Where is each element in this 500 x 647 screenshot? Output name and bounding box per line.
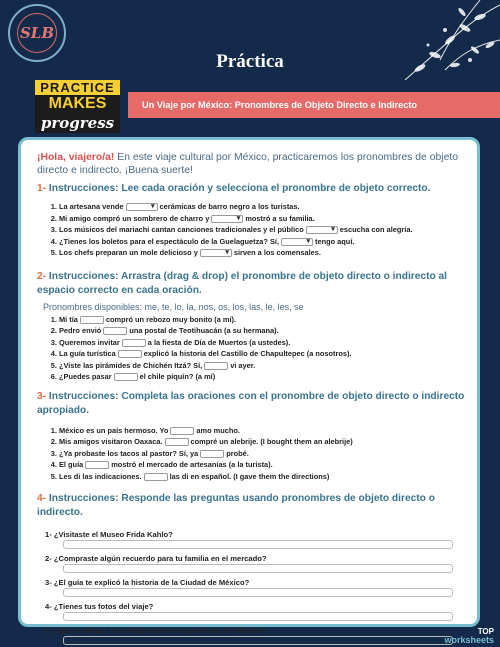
question-2: 2- ¿Compraste algún recuerdo para tu familia en el mercado?: [45, 554, 267, 563]
intro-greeting: ¡Hola, viajero/a!: [37, 152, 115, 163]
drop-target[interactable]: [204, 362, 228, 370]
badge-line-3: progress: [35, 113, 120, 133]
section-3-list: [37, 425, 465, 483]
logo-letters: SLB: [17, 13, 57, 53]
section-2-list: [37, 314, 465, 383]
section-4-number: 4-: [37, 493, 47, 504]
question-1: 1- ¿Visitaste el Museo Frida Kahlo?: [45, 530, 173, 539]
available-pronouns: Pronombres disponibles: me, te, lo, la, nos, os, los, las, le, les, se: [43, 301, 304, 312]
footer-worksheets: worksheets: [444, 635, 494, 645]
text-input-blank[interactable]: [200, 450, 224, 458]
text-input-blank[interactable]: [85, 461, 109, 469]
drop-target[interactable]: [122, 339, 146, 347]
list-item: 3. ¿Ya probaste los tacos al pastor? Sí, ya probé.: [59, 448, 465, 460]
list-item: 1. La artesana vende▾ cerámicas de barro negro a los turistas.: [59, 201, 465, 213]
list-item: 4. El guía mostró el mercado de artesanías (a la turista).: [59, 459, 465, 471]
list-item: 2. Mis amigos visitaron Oaxaca. compré un alebrije. (I bought them an alebrije): [59, 436, 465, 448]
practice-makes-progress-badge: [35, 80, 120, 130]
intro-text: [37, 151, 465, 177]
drop-target[interactable]: [80, 316, 104, 324]
section-2-number: 2-: [37, 270, 47, 282]
intro-body: En este viaje cultural por México, practicaremos los pronombres de objeto directo e indirecto. ¡Buena suerte!: [37, 152, 459, 176]
section-3-title: Instrucciones: Completa las oraciones con el pronombre de objeto directo o indirecto apropiado.: [37, 390, 465, 416]
section-4-heading: [37, 492, 465, 520]
section-1-heading: [37, 182, 465, 196]
answer-input-1[interactable]: [63, 540, 453, 549]
section-2-heading: [37, 270, 465, 298]
page-title: Práctica: [216, 51, 284, 72]
subtitle-banner: Un Viaje por México: Pronombres de Objeto Directo e Indirecto: [128, 92, 500, 118]
list-item: 1. Mi tía compró un rebozo muy bonito (a mí).: [59, 314, 465, 326]
drop-target[interactable]: [114, 373, 138, 381]
question-3: 3- ¿El guía te explicó la historia de la Ciudad de México?: [45, 578, 250, 587]
pronoun-dropdown[interactable]: [211, 215, 243, 223]
section-3-heading: [37, 390, 465, 418]
list-item: 1. México es un país hermoso. Yo amo mucho.: [59, 425, 465, 437]
list-item: 5. Les di las indicaciones. las di en español. (I gave them the directions): [59, 471, 465, 483]
list-item: 6. ¿Puedes pasar el chile piquín? (a mí): [59, 371, 465, 383]
list-item: 3. Los músicos del mariachi cantan canciones tradicionales y el público▾ escucha con alegría.: [59, 224, 465, 236]
badge-line-1: PRACTICE: [35, 80, 120, 95]
section-1-list: [37, 201, 465, 259]
section-1-title: Instrucciones: Lee cada oración y selecciona el pronombre de objeto correcto.: [46, 183, 431, 194]
answer-input-2[interactable]: [63, 564, 453, 573]
text-input-blank[interactable]: [165, 438, 189, 446]
pronoun-dropdown[interactable]: [306, 226, 338, 234]
list-item: 5. Los chefs preparan un mole delicioso y▾ sirven a los comensales.: [59, 247, 465, 259]
pronoun-dropdown[interactable]: [281, 238, 313, 246]
list-item: 3. Queremos invitar a la fiesta de Día de Muertos (a ustedes).: [59, 337, 465, 349]
pronoun-dropdown[interactable]: [200, 249, 232, 257]
badge-line-2: MAKES: [35, 95, 120, 113]
section-2-title: Instrucciones: Arrastra (drag & drop) el pronombre de objeto directo o indirecto al espacio correcto en cada oración.: [37, 270, 448, 296]
question-4: 4- ¿Tienes tus fotos del viaje?: [45, 602, 154, 611]
list-item: 5. ¿Viste las pirámides de Chichén Itzá? Sí, vi ayer.: [59, 360, 465, 372]
drop-target[interactable]: [103, 327, 127, 335]
answer-input-5[interactable]: [63, 636, 453, 645]
drop-target[interactable]: [118, 350, 142, 358]
section-1-number: 1-: [37, 183, 47, 194]
list-item: 4. La guía turística explicó la historia del Castillo de Chapultepec (a nosotros).: [59, 348, 465, 360]
question-5: 5- ¿Qué le dirías a un amigo sobre tu experiencia en México?: [45, 626, 266, 635]
section-3-number: 3-: [37, 390, 47, 402]
answer-input-3[interactable]: [63, 588, 453, 597]
list-item: 2. Pedro envió una postal de Teotihuacán (a su hermana).: [59, 325, 465, 337]
list-item: 4. ¿Tienes los boletos para el espectáculo de la Guelaguetza? Sí,▾ tengo aquí.: [59, 236, 465, 248]
list-item: 2. Mi amigo compró un sombrero de charro y▾ mostró a su familia.: [59, 213, 465, 225]
pronoun-dropdown[interactable]: [126, 203, 158, 211]
worksheet-card: [18, 137, 480, 635]
text-input-blank[interactable]: [144, 473, 168, 481]
section-4-title: Instrucciones: Responde las preguntas usando pronombres de objeto directo o indirecto.: [37, 493, 435, 518]
topworksheets-logo: [434, 627, 494, 645]
footer-top: TOP: [477, 627, 494, 636]
text-input-blank[interactable]: [170, 427, 194, 435]
section-4-questions: [37, 530, 465, 645]
header: [0, 0, 500, 150]
answer-input-4[interactable]: [63, 612, 453, 621]
